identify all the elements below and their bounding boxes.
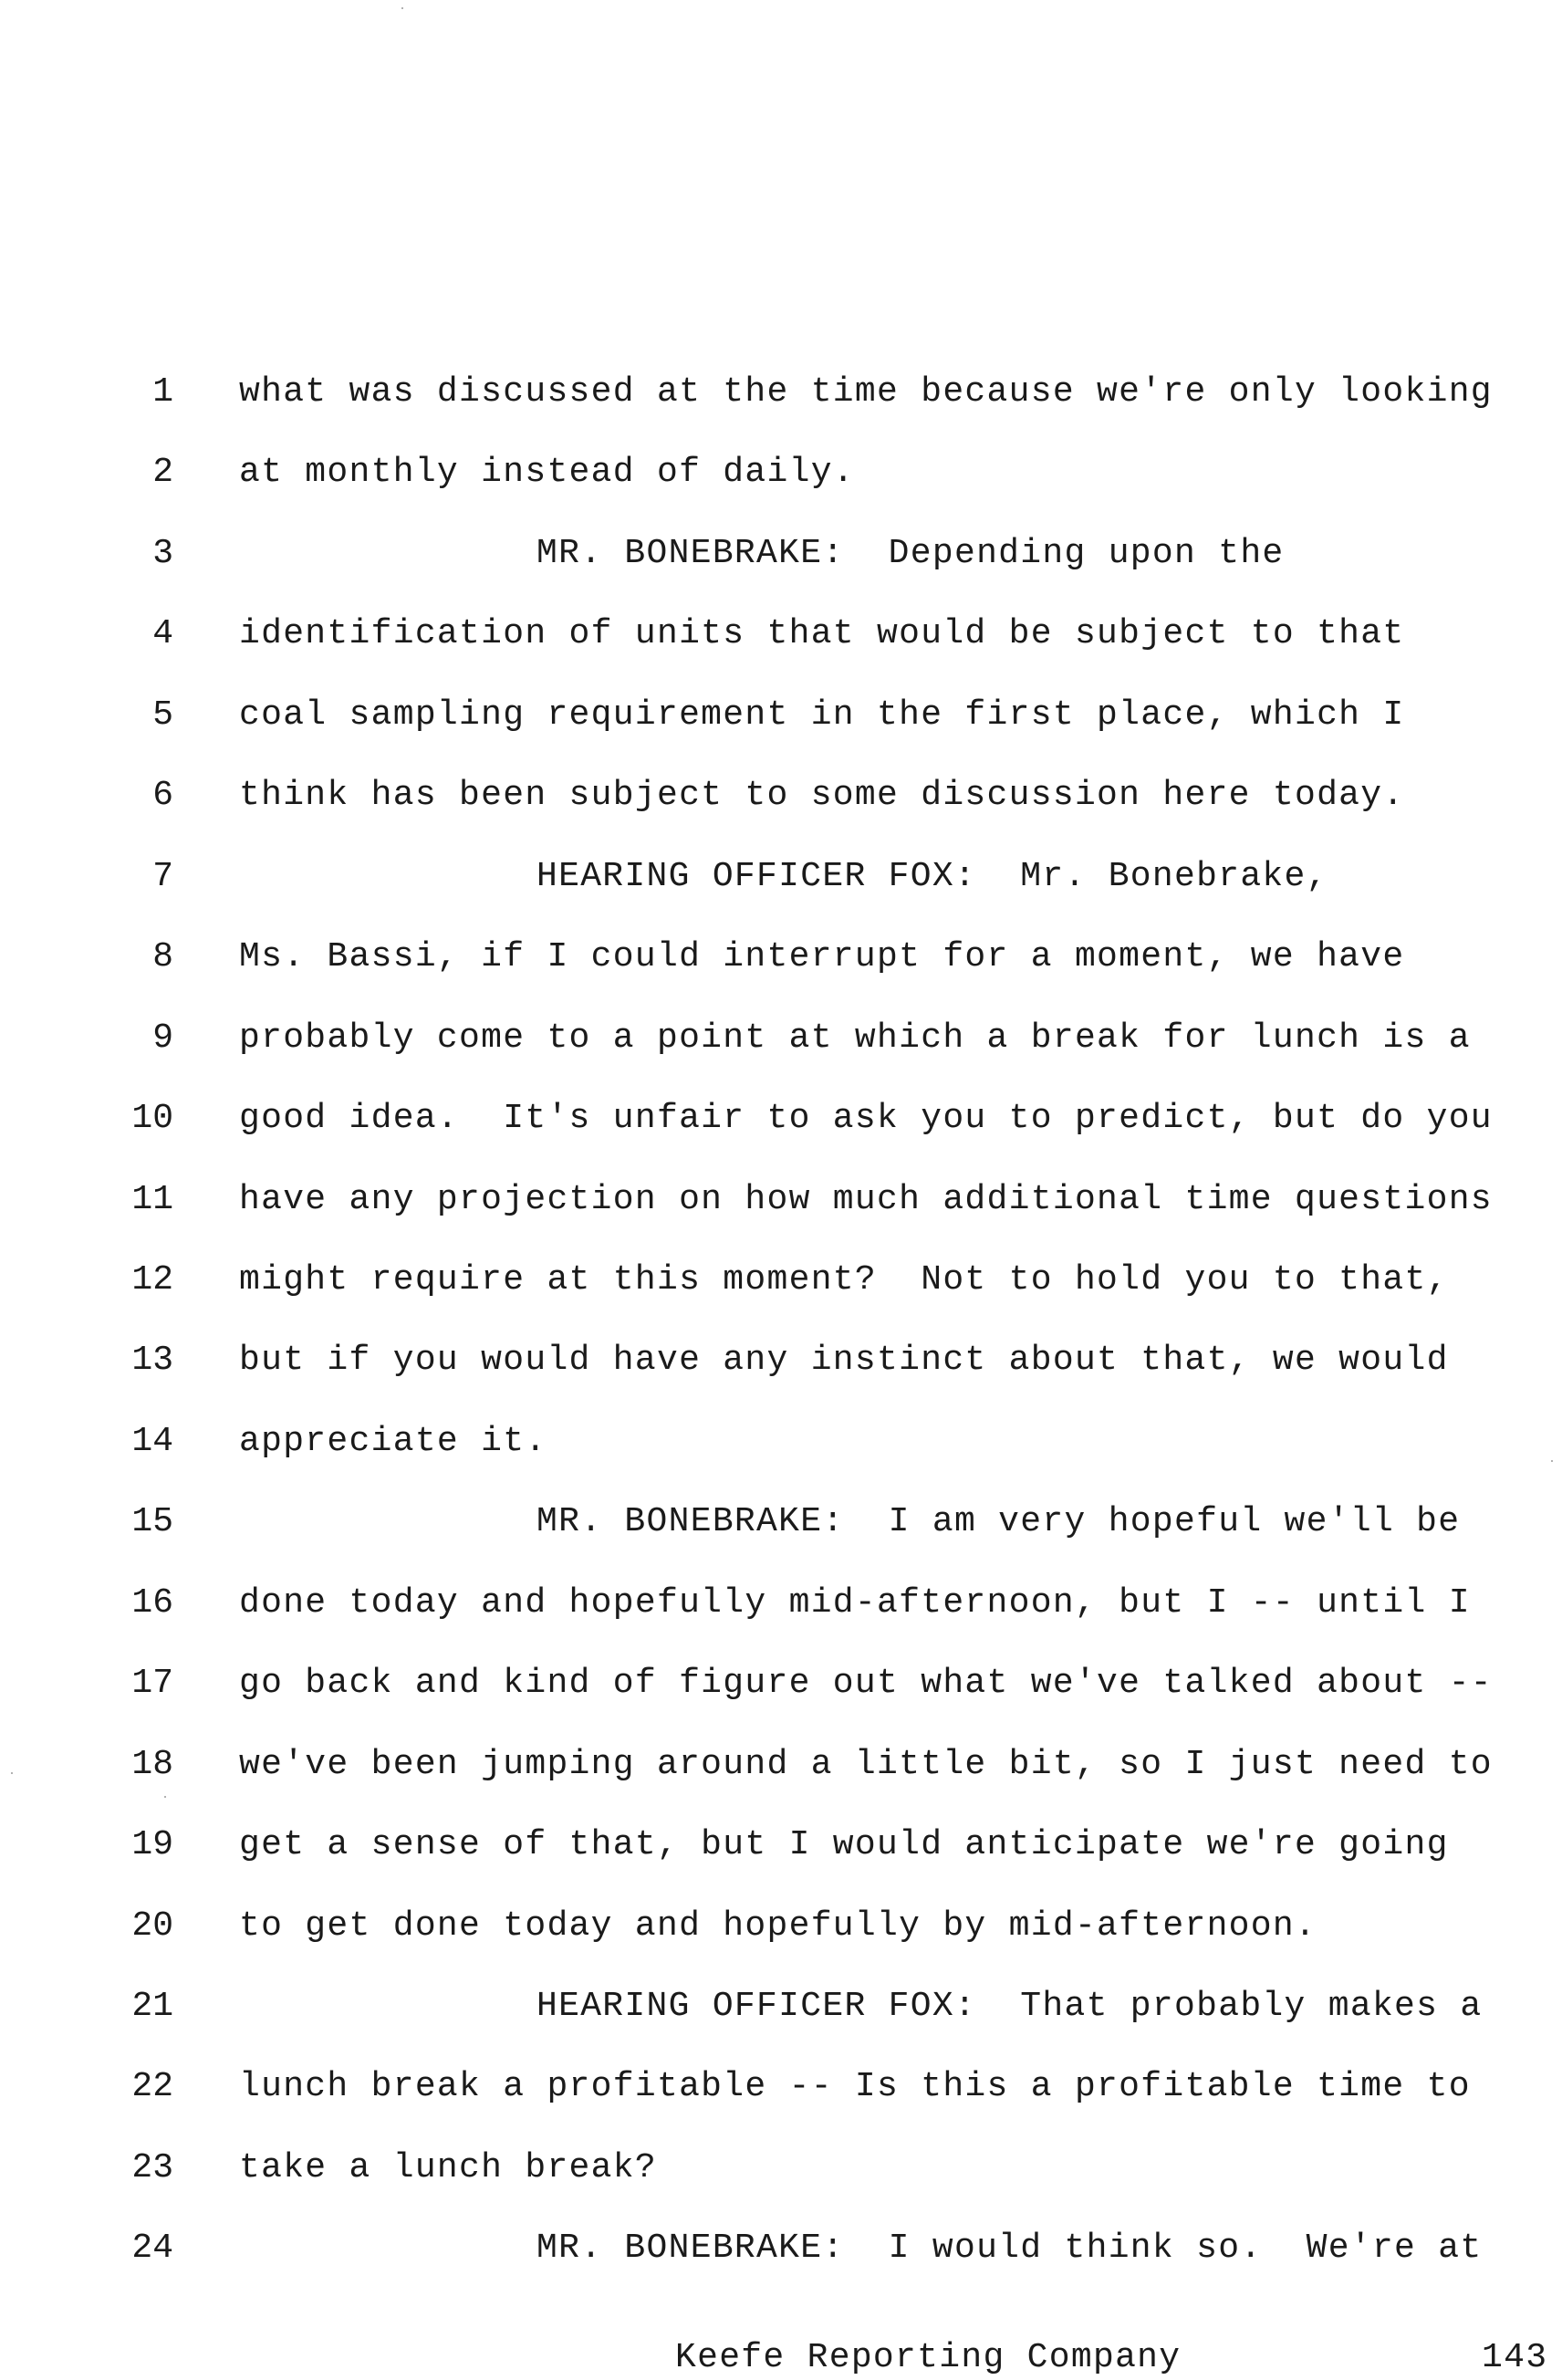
line-number: 7 [152,857,173,896]
speaker-line-text: MR. BONEBRAKE: I am very hopeful we'll be [536,1502,1461,1541]
speaker-line-text: HEARING OFFICER FOX: Mr. Bonebrake, [536,857,1328,896]
line-number: 1 [152,372,173,412]
line-text: to get done today and hopefully by mid-afternoon. [239,1906,1317,1946]
line-text: lunch break a profitable -- Is this a profitable time to [239,2067,1471,2106]
line-text: done today and hopefully mid-afternoon, but I -- until I [239,1583,1471,1623]
line-text: identification of units that would be subject to that [239,614,1405,653]
transcript-line [0,756,1562,836]
transcript-line [0,917,1562,997]
speaker-line-text: MR. BONEBRAKE: Depending upon the [536,534,1285,573]
line-text: go back and kind of figure out what we've talked about -- [239,1664,1493,1703]
line-text: get a sense of that, but I would anticipate we're going [239,1825,1449,1864]
transcript-line [0,352,1562,433]
transcript-line [0,998,1562,1079]
transcript-line [0,2047,1562,2127]
line-text: probably come to a point at which a break for lunch is a [239,1018,1471,1058]
transcript-line [0,1320,1562,1401]
line-number: 17 [131,1664,173,1703]
footer-company-name: Keefe Reporting Company [675,2338,1182,2377]
transcript-line [0,2208,1562,2289]
line-text: we've been jumping around a little bit, so I just need to [239,1745,1493,1784]
line-number: 13 [131,1341,173,1380]
line-number: 9 [152,1018,173,1058]
scan-artifact [401,7,403,9]
transcript-line [0,1725,1562,1805]
line-number: 4 [152,614,173,653]
transcript-line [0,1563,1562,1644]
page-number: 143 [1482,2338,1548,2377]
line-number: 15 [131,1502,173,1541]
transcript-line [0,514,1562,594]
line-text: but if you would have any instinct about that, we would [239,1341,1449,1380]
line-number: 20 [131,1906,173,1946]
line-text: think has been subject to some discussion here today. [239,776,1405,815]
line-number: 23 [131,2148,173,2187]
line-text: coal sampling requirement in the first place, which I [239,695,1405,735]
line-text: take a lunch break? [239,2148,657,2187]
scan-artifact [1551,1460,1553,1462]
line-number: 11 [131,1180,173,1219]
transcript-line [0,2128,1562,2208]
line-number: 2 [152,453,173,492]
transcript-line [0,1160,1562,1240]
transcript-line [0,675,1562,756]
transcript-line [0,1402,1562,1482]
line-number: 5 [152,695,173,735]
line-number: 18 [131,1745,173,1784]
line-text: at monthly instead of daily. [239,453,855,492]
line-number: 6 [152,776,173,815]
scan-artifact [164,1796,166,1798]
line-text: Ms. Bassi, if I could interrupt for a moment, we have [239,937,1405,976]
line-number: 3 [152,534,173,573]
transcript-line [0,837,1562,917]
transcript-line [0,1079,1562,1159]
line-text: appreciate it. [239,1422,547,1461]
line-number: 10 [131,1099,173,1138]
line-text: might require at this moment? Not to hold you to that, [239,1260,1449,1300]
line-number: 24 [131,2229,173,2268]
speaker-line-text: MR. BONEBRAKE: I would think so. We're at [536,2229,1483,2268]
line-number: 8 [152,937,173,976]
scan-artifact [11,1772,13,1774]
transcript-line [0,1240,1562,1320]
line-number: 14 [131,1422,173,1461]
line-text: have any projection on how much additional time questions [239,1180,1493,1219]
line-number: 12 [131,1260,173,1300]
line-text: what was discussed at the time because we're only looking [239,372,1493,412]
transcript-line [0,1886,1562,1967]
line-text: good idea. It's unfair to ask you to predict, but do you [239,1099,1493,1138]
line-number: 21 [131,1987,173,2026]
line-number: 22 [131,2067,173,2106]
speaker-line-text: HEARING OFFICER FOX: That probably makes a [536,1987,1483,2026]
transcript-line [0,1967,1562,2047]
transcript-line [0,433,1562,513]
page-footer [0,2336,1562,2380]
line-number: 16 [131,1583,173,1623]
transcript-line [0,1482,1562,1562]
transcript-line [0,1644,1562,1724]
line-number: 19 [131,1825,173,1864]
transcript-line [0,1805,1562,1885]
transcript-line [0,594,1562,674]
